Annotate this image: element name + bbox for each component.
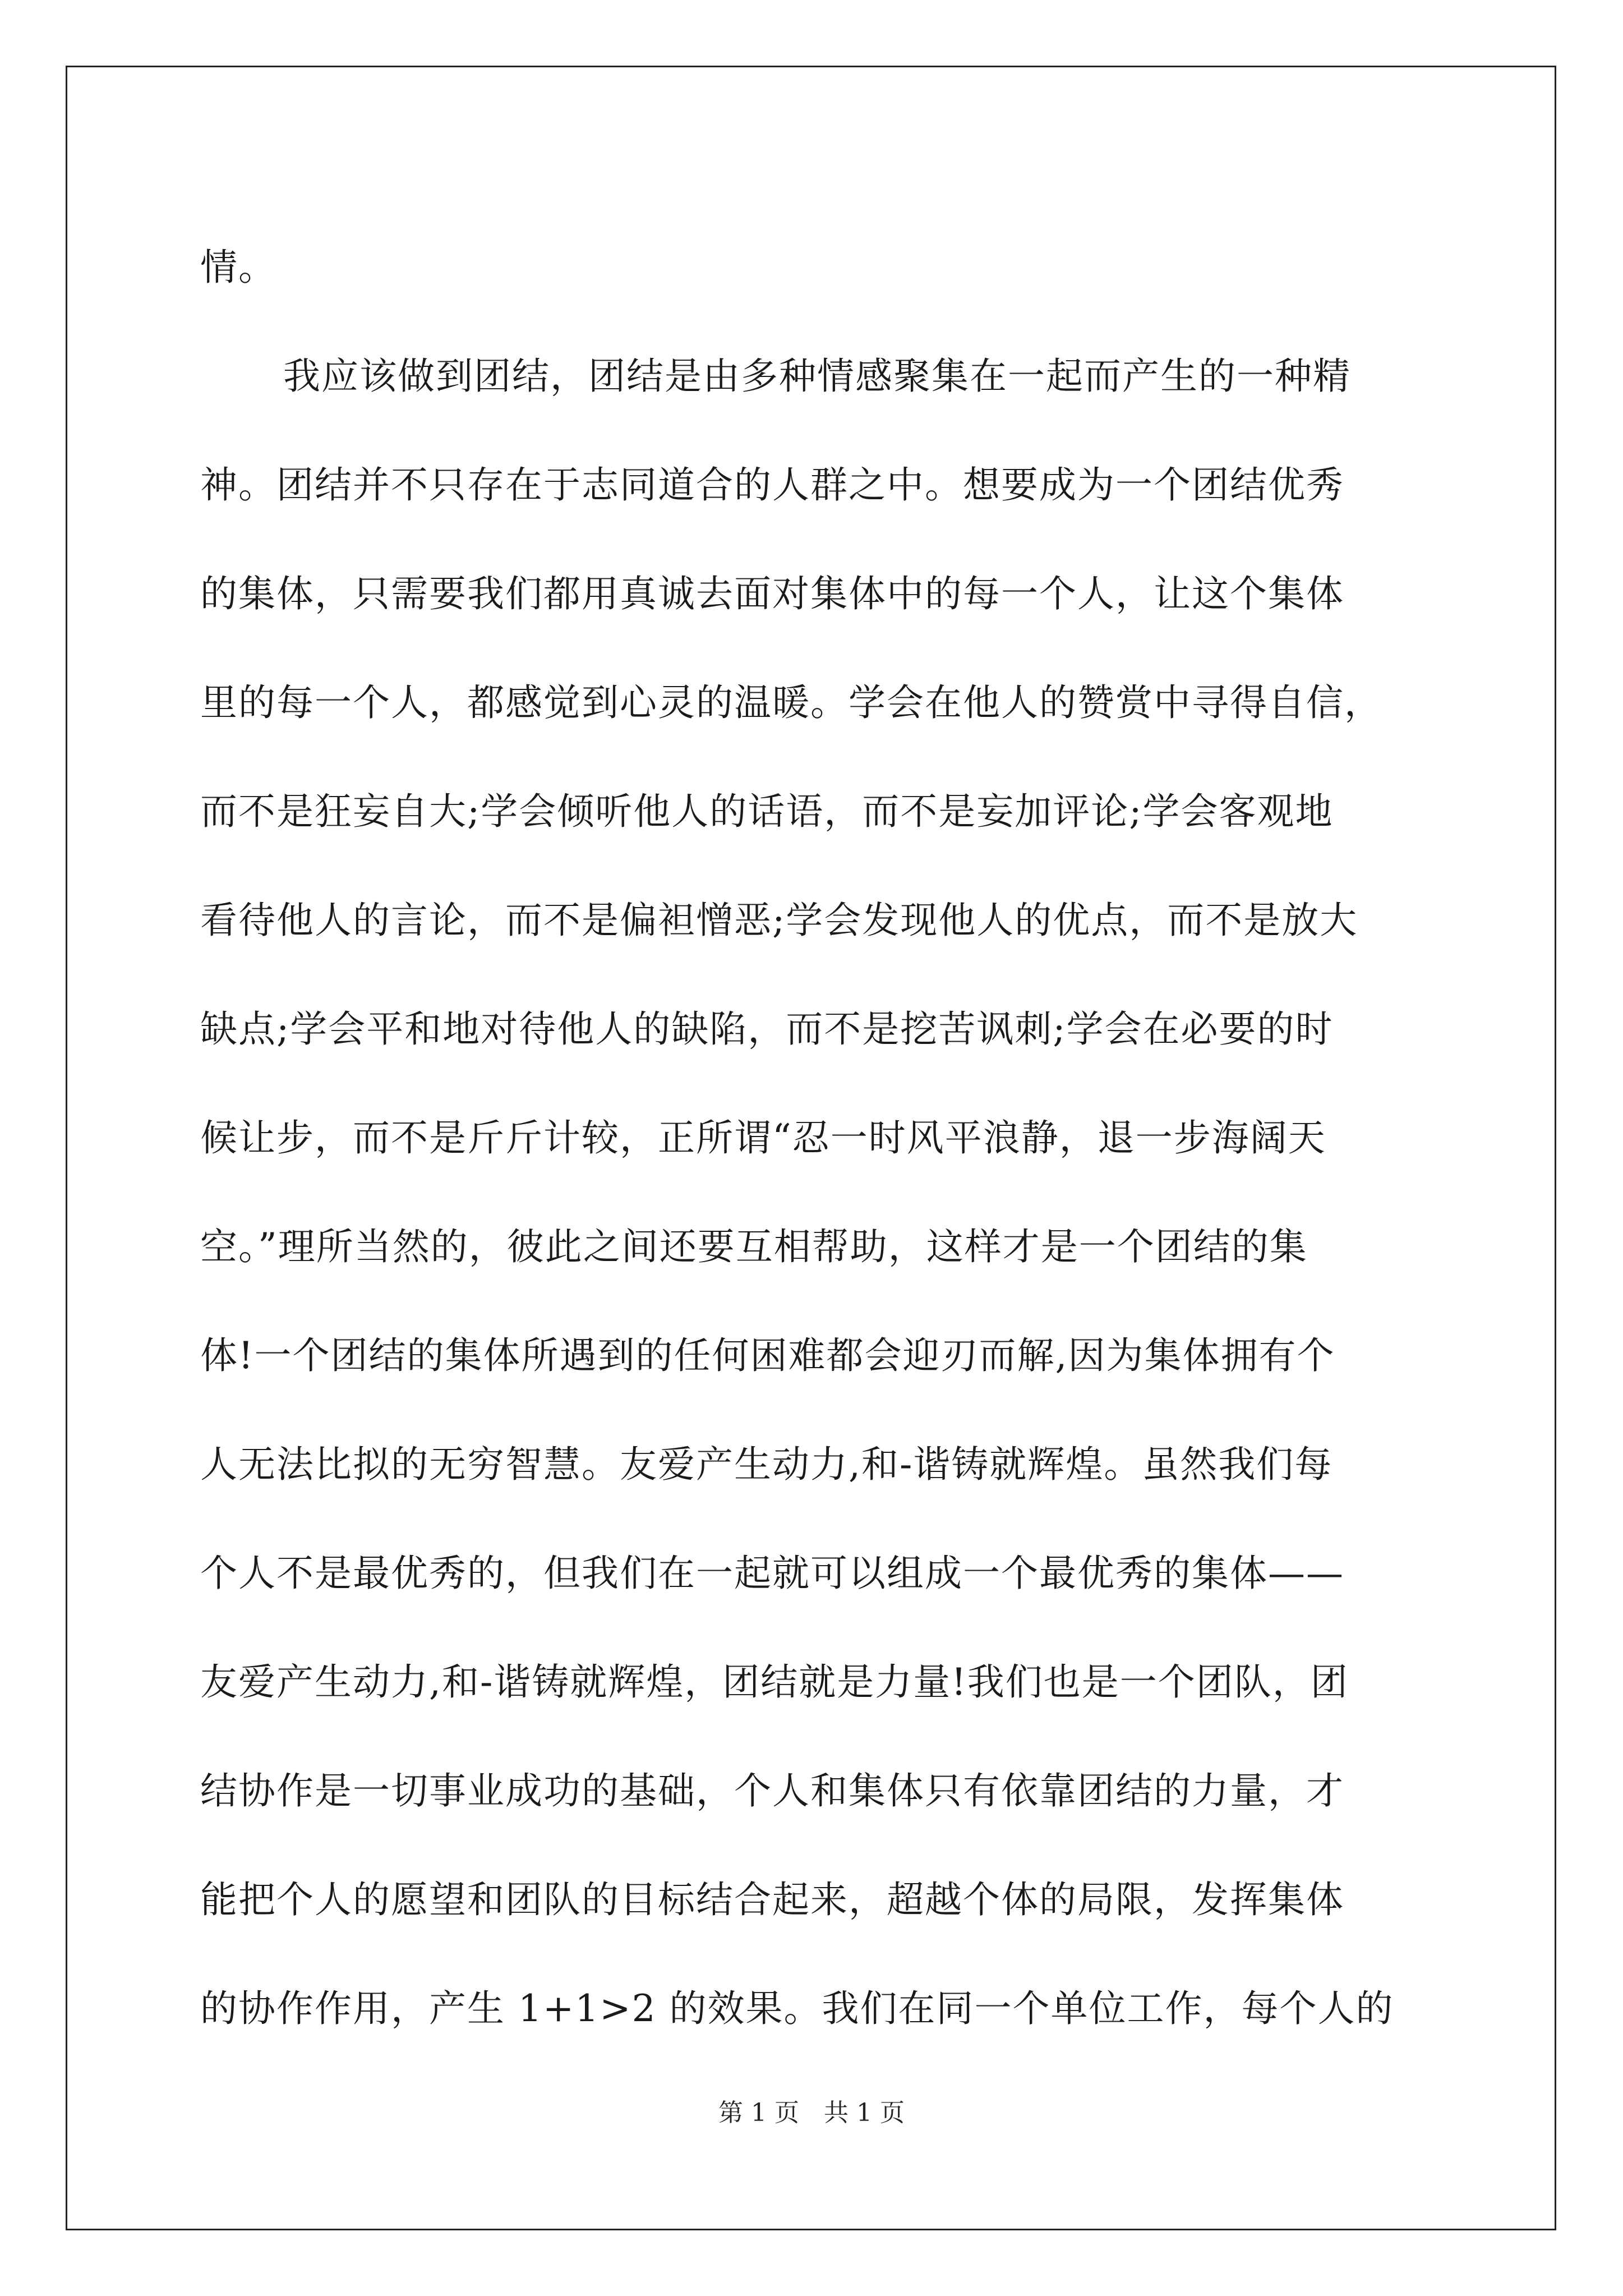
paragraph-start-line: 我应该做到团结，团结是由多种情感聚集在一起而产生的一种精 xyxy=(283,355,1351,398)
text-line: 看待他人的言论，而不是偏袒憎恶;学会发现他人的优点，而不是放大 xyxy=(200,899,1358,942)
text-line: 候让步，而不是斤斤计较，正所谓“忍一时风平浪静，退一步海阔天 xyxy=(200,1116,1326,1159)
text-line: 而不是狂妄自大;学会倾听他人的话语，而不是妄加评论;学会客观地 xyxy=(200,790,1334,833)
text-line: 个人不是最优秀的，但我们在一起就可以组成一个最优秀的集体—— xyxy=(200,1552,1344,1595)
text-line: 里的每一个人，都感觉到心灵的温暖。学会在他人的赞赏中寻得自信， xyxy=(200,681,1382,724)
document-body xyxy=(200,213,1456,2063)
text-line: 的集体，只需要我们都用真诚去面对集体中的每一个人，让这个集体 xyxy=(200,572,1344,615)
page-number-footer: 第 1 页 共 1 页 xyxy=(718,2099,905,2127)
text-line: 能把个人的愿望和团队的目标结合起来，超越个体的局限，发挥集体 xyxy=(200,1878,1344,1921)
text-line: 结协作是一切事业成功的基础，个人和集体只有依靠团结的力量，才 xyxy=(200,1769,1344,1812)
text-line: 神。团结并不只存在于志同道合的人群之中。想要成为一个团结优秀 xyxy=(200,463,1344,507)
text-line: 友爱产生动力,和-谐铸就辉煌，团结就是力量!我们也是一个团队，团 xyxy=(200,1660,1349,1704)
text-line: 的协作作用，产生 1+1>2 的效果。我们在同一个单位工作，每个人的 xyxy=(200,1987,1394,2030)
text-line: 情。 xyxy=(200,246,276,289)
text-line: 缺点;学会平和地对待他人的缺陷，而不是挖苦讽刺;学会在必要的时 xyxy=(200,1007,1334,1051)
text-line: 人无法比拟的无穷智慧。友爱产生动力,和-谐铸就辉煌。虽然我们每 xyxy=(200,1443,1333,1486)
text-line: 体!一个团结的集体所遇到的任何困难都会迎刃而解,因为集体拥有个 xyxy=(200,1334,1335,1377)
text-line: 空。”理所当然的，彼此之间还要互相帮助，这样才是一个团结的集 xyxy=(200,1225,1308,1268)
